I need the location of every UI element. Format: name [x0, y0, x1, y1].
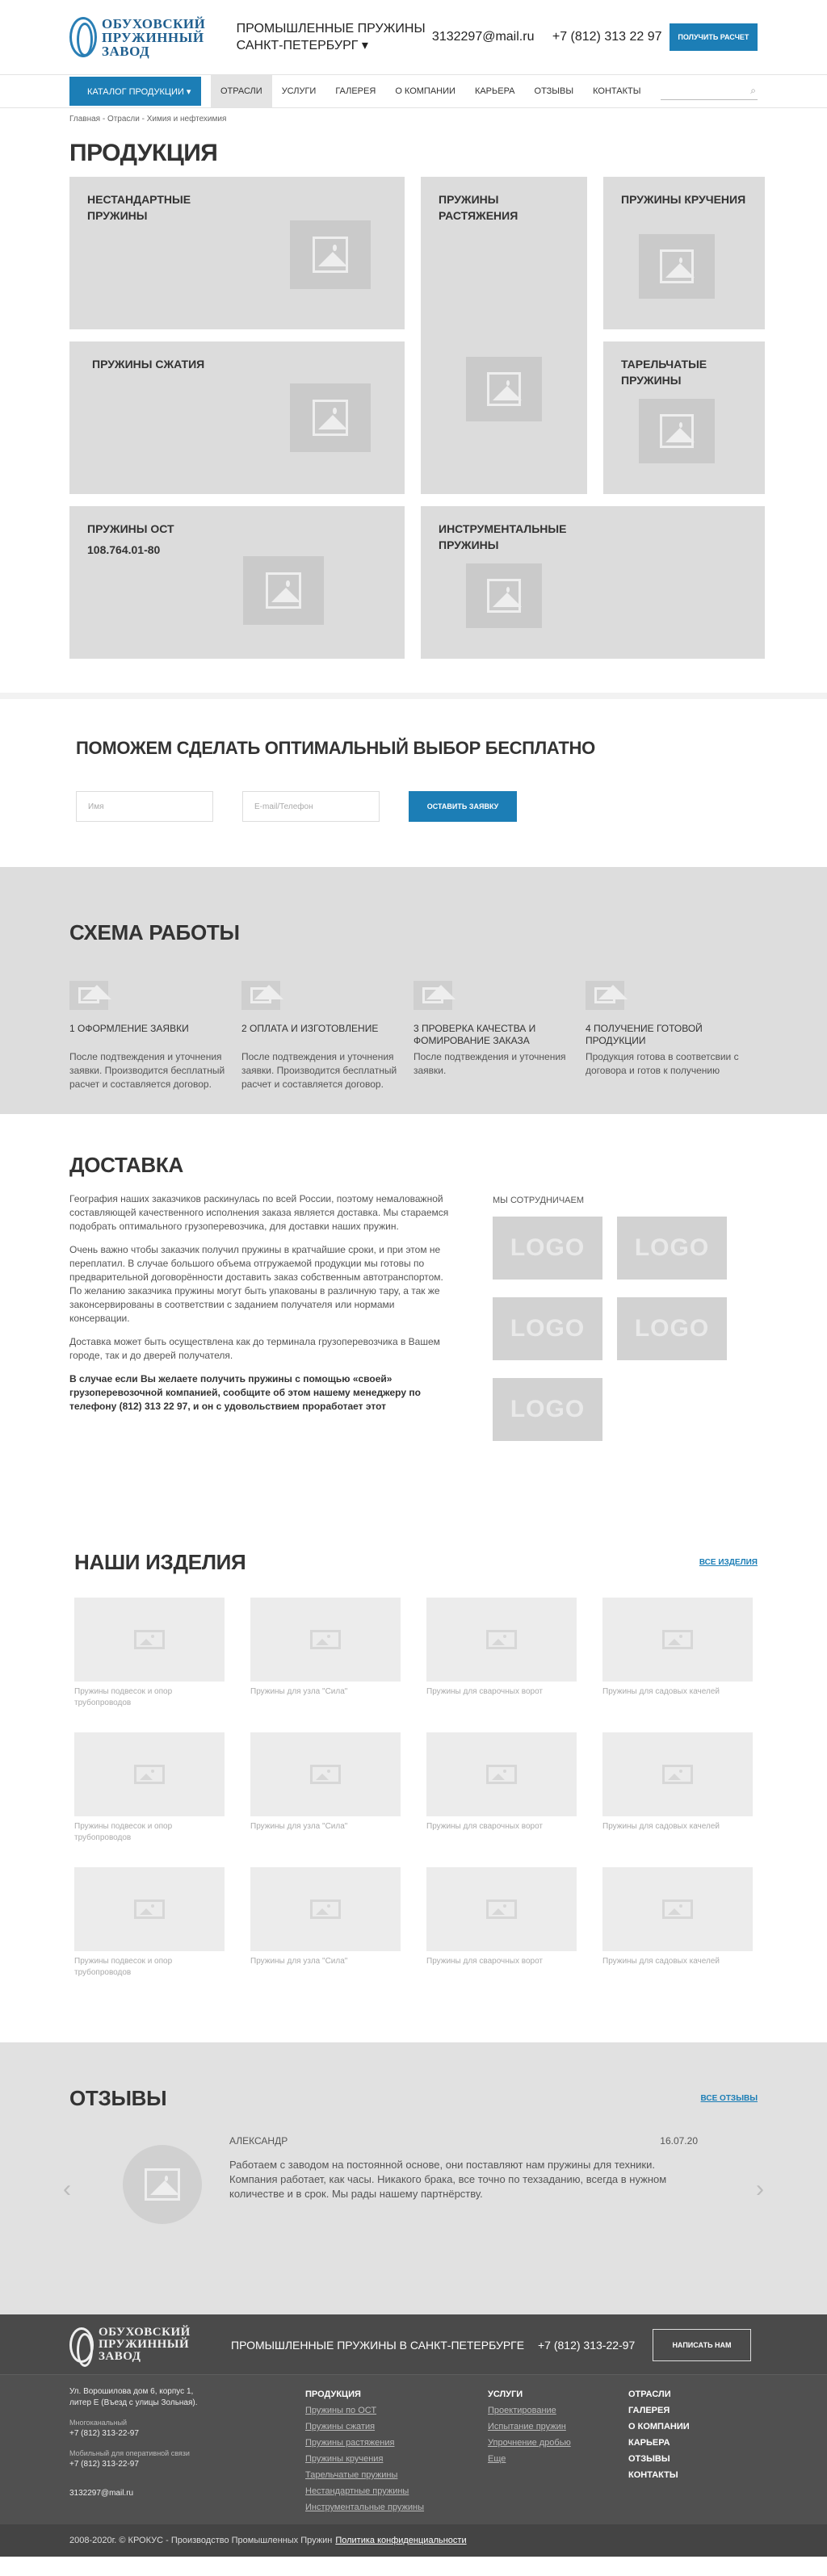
footer-menu-link[interactable]: ОТРАСЛИ [628, 2390, 671, 2399]
logo-line: ПРУЖИННЫЙ [102, 29, 204, 45]
footer-link[interactable]: Проектирование [488, 2406, 556, 2415]
tile-title: ПРУЖИНЫ РАСТЯЖЕНИЯ [439, 193, 518, 222]
product-tile-extension[interactable] [421, 177, 587, 494]
product-card[interactable] [426, 1598, 577, 1732]
product-tile-ost[interactable] [69, 506, 405, 659]
image-placeholder-icon [639, 399, 715, 463]
product-image-icon [74, 1598, 225, 1682]
product-image-icon [74, 1732, 225, 1816]
section-title: ДОСТАВКА [69, 1153, 183, 1177]
nav-item-about[interactable]: О КОМПАНИИ [395, 86, 455, 96]
logo-text [102, 17, 205, 58]
product-caption: Пружины для узла "Сила" [250, 1957, 348, 1966]
product-caption: Пружины для сварочных ворот [426, 1822, 543, 1831]
step-image-icon [586, 981, 624, 1010]
product-tile-disc[interactable] [603, 341, 765, 494]
product-caption: Пружины для узла "Сила" [250, 1822, 348, 1831]
product-caption: Пружины для сварочных ворот [426, 1687, 543, 1696]
product-caption: Пружины подвесок и опор трубопроводов [74, 1822, 173, 1842]
logo-line: ПРУЖИННЫЙ [99, 2338, 190, 2351]
product-caption: Пружины для садовых качелей [602, 1822, 720, 1831]
partners-title: МЫ СОТРУДНИЧАЕМ [493, 1196, 584, 1205]
all-products-link[interactable]: ВСЕ ИЗДЕЛИЯ [699, 1558, 758, 1567]
all-reviews-link[interactable]: ВСЕ ОТЗЫВЫ [700, 2094, 758, 2103]
delivery-paragraph: Очень важно чтобы заказчик получил пружины в кратчайшие сроки, и при этом не переплатил. В случае большого объема отгружаемой продукции мы готовы по предварительной договорённости доставить заказ собственным автотранспортом. По желанию заказчика пружины могут быть упакованы в различную тару, а так же законсервированы в соответствии с заданием получателя или нормами консервации. [69, 1244, 443, 1324]
footer-contacts [69, 2386, 305, 2515]
step-text: Продукция готова в соответсвии с договора и готов к получению [586, 1051, 739, 1076]
logo-line: ЗАВОД [99, 2350, 141, 2363]
product-image-icon [602, 1867, 753, 1951]
footer-links [0, 2375, 827, 2524]
image-placeholder-icon [466, 357, 542, 421]
product-caption: Пружины для сварочных ворот [426, 1957, 543, 1966]
phone-number[interactable]: +7 (812) 313-22-97 [69, 2429, 139, 2438]
footer-phone[interactable]: +7 (812) 313-22-97 [538, 2338, 636, 2352]
product-card[interactable] [426, 1732, 577, 1867]
logo-mark-icon [69, 17, 97, 57]
step-text: После подтвеждения и уточнения заявки. Производится бесплатный расчет и составляется договор. [241, 1051, 397, 1090]
product-caption: Пружины подвесок и опор трубопроводов [74, 1957, 173, 1977]
product-caption: Пружины для садовых качелей [602, 1957, 720, 1966]
header-email[interactable]: 3132297@mail.ru [431, 30, 535, 44]
header-phone[interactable]: +7 (812) 313 22 97 [552, 30, 662, 44]
header-subtitle: ПРОМЫШЛЕННЫЕ ПРУЖИНЫ [236, 22, 426, 36]
review-text: Работаем с заводом на постоянной основе, они поставляют нам пружины для техники. Компания работает, как часы. Никакого брака, все точно по техзаданию, всегда в нужном количестве и в срок. Мы рады нашему партнёрству. [229, 2159, 667, 2200]
tile-subtitle: 108.764.01-80 [87, 543, 161, 556]
delivery-section [0, 1114, 827, 1546]
step-title: 3 ПРОВЕРКА КАЧЕСТВА И ФОМИРОВАНИЕ ЗАКАЗА [414, 1023, 536, 1046]
footer-link[interactable]: Пружины кручения [305, 2454, 384, 2464]
review-date: 16.07.20 [660, 2135, 698, 2147]
product-tile-torsion[interactable] [603, 177, 765, 329]
footer-email[interactable]: 3132297@mail.ru [69, 2489, 134, 2498]
step-image-icon [69, 981, 108, 1010]
footer-link[interactable]: Пружины сжатия [305, 2422, 376, 2431]
logo-mark-icon [69, 2327, 94, 2363]
product-card[interactable] [74, 1598, 225, 1732]
delivery-note: В случае если Вы желаете получить пружины с помощью «своей» грузоперевозочной компанией, сообщите об этом нашему менеджеру по телефону (812) 313 22 97, и он с удовольствием проработает этот [69, 1373, 421, 1412]
product-caption: Пружины для садовых качелей [602, 1687, 720, 1696]
partner-logo: LOGO [617, 1217, 727, 1280]
product-card[interactable] [74, 1867, 225, 2002]
tile-title: НЕСТАНДАРТНЫЕ ПРУЖИНЫ [87, 193, 191, 222]
product-image-icon [426, 1732, 577, 1816]
footer-link[interactable]: Тарельчатые пружины [305, 2470, 398, 2480]
footer-link[interactable]: Упрочнение дробью [488, 2438, 571, 2448]
product-image-icon [426, 1867, 577, 1951]
footer-bottom [0, 2524, 827, 2557]
catalog-button[interactable]: КАТАЛОГ ПРОДУКЦИИ ▾ [69, 77, 201, 106]
tile-title: ПРУЖИНЫ КРУЧЕНИЯ [621, 193, 746, 206]
footer-link[interactable]: Нестандартные пружины [305, 2486, 409, 2496]
logo-text [99, 2327, 191, 2363]
image-placeholder-icon [639, 234, 715, 299]
logo-line: ОБУХОВСКИЙ [102, 15, 206, 31]
footer-link[interactable]: Пружины по ОСТ [305, 2406, 377, 2415]
next-arrow-icon[interactable]: › [756, 2176, 764, 2202]
footer-link[interactable]: Пружины растяжения [305, 2438, 395, 2448]
delivery-paragraph: Доставка может быть осуществлена как до терминала грузоперевозчика в Вашем городе, так и до дверей получателя. [69, 1336, 440, 1361]
write-us-button[interactable]: НАПИСАТЬ НАМ [653, 2329, 751, 2361]
name-input[interactable]: Имя [76, 791, 213, 822]
get-quote-button[interactable]: ПОЛУЧИТЬ РАСЧЕТ [670, 23, 758, 51]
product-card[interactable] [250, 1867, 401, 2002]
partner-logo: LOGO [617, 1297, 727, 1360]
section-title: СХЕМА РАБОТЫ [69, 920, 240, 945]
footer-menu-link[interactable]: ГАЛЕРЕЯ [628, 2406, 670, 2415]
avatar [123, 2145, 202, 2224]
product-card[interactable] [250, 1598, 401, 1732]
step-image-icon [241, 981, 280, 1010]
image-placeholder-icon [243, 556, 324, 625]
product-card[interactable] [74, 1732, 225, 1867]
product-caption: Пружины для узла "Сила" [250, 1687, 348, 1696]
step-item [241, 981, 414, 1091]
product-caption: Пружины подвесок и опор трубопроводов [74, 1687, 173, 1707]
section-title: ОТЗЫВЫ [69, 2086, 167, 2110]
product-card[interactable] [426, 1867, 577, 2002]
product-tile-tool[interactable] [421, 506, 765, 659]
product-card[interactable] [602, 1598, 753, 1732]
prev-arrow-icon[interactable]: ‹ [63, 2176, 71, 2202]
consult-form [0, 699, 827, 867]
nav-item-reviews[interactable]: ОТЗЫВЫ [534, 86, 574, 96]
nav-item-services[interactable]: УСЛУГИ [281, 86, 317, 96]
footer-link[interactable]: Испытание пружин [488, 2422, 566, 2431]
footer-address: Ул. Ворошилова дом 6, корпус 1, литер Е (Въезд с улицы Зольная). [69, 2387, 198, 2407]
product-image-icon [250, 1598, 401, 1682]
form-title: ПОМОЖЕМ СДЕЛАТЬ ОПТИМАЛЬНЫЙ ВЫБОР БЕСПЛАТНО [76, 738, 595, 758]
partner-logo: LOGO [493, 1297, 602, 1360]
header [0, 0, 827, 74]
step-text: После подтвеждения и уточнения заявки. Производится бесплатный расчет и составляется договор. [69, 1051, 225, 1090]
step-item [586, 981, 758, 1091]
product-image-icon [426, 1598, 577, 1682]
privacy-link[interactable]: Политика конфиденциальности [335, 2536, 467, 2545]
delivery-paragraph: География наших заказчиков раскинулась по всей России, поэтому немаловажной составляющей качественного исполнения заказа является доставка. Мы стараемся подобрать оптимального грузоперевозчика, для доставки наших пружин. [69, 1193, 449, 1232]
footer-menu-link[interactable]: ОТЗЫВЫ [628, 2454, 670, 2464]
product-tile-nonstandard[interactable] [69, 177, 405, 329]
city-dropdown[interactable]: САНКТ-ПЕТЕРБУРГ ▾ [236, 39, 368, 52]
image-placeholder-icon [290, 220, 371, 289]
nav-item-industries[interactable]: ОТРАСЛИ [211, 75, 272, 107]
search-icon[interactable]: ⌕ [750, 85, 756, 96]
partner-logo: LOGO [493, 1378, 602, 1441]
delivery-text [69, 1192, 449, 1441]
footer-menu-link[interactable]: КАРЬЕРА [628, 2438, 670, 2448]
nav-item-career[interactable]: КАРЬЕРА [474, 86, 515, 96]
step-title: 1 ОФОРМЛЕНИЕ ЗАЯВКИ [69, 1023, 189, 1034]
reviewer-name: АЛЕКСАНДР [229, 2135, 288, 2147]
logo-line: ОБУХОВСКИЙ [99, 2326, 191, 2339]
footer-col-menu [628, 2386, 690, 2515]
nav-item-gallery[interactable]: ГАЛЕРЕЯ [335, 86, 376, 96]
footer-headline: ПРОМЫШЛЕННЫЕ ПРУЖИНЫ В САНКТ-ПЕТЕРБУРГЕ [231, 2338, 525, 2352]
products-section [0, 1546, 827, 2042]
product-image-icon [602, 1598, 753, 1682]
phone-label: Многоканальный [69, 2419, 128, 2427]
product-card[interactable] [250, 1732, 401, 1867]
product-image-icon [74, 1867, 225, 1951]
page-title: ПРОДУКЦИЯ [69, 140, 218, 166]
logo-line: ЗАВОД [102, 43, 150, 59]
step-title: 4 ПОЛУЧЕНИЕ ГОТОВОЙ ПРОДУКЦИИ [586, 1023, 703, 1046]
footer-link[interactable]: Инструментальные пружины [305, 2503, 425, 2512]
contact-input[interactable]: E-mail/Телефон [242, 791, 380, 822]
step-image-icon [414, 981, 452, 1010]
partner-logo: LOGO [493, 1217, 602, 1280]
product-tile-compression[interactable] [69, 341, 405, 494]
section-divider [0, 693, 827, 699]
nav-item-contacts[interactable]: КОНТАКТЫ [593, 86, 641, 96]
submit-request-button[interactable]: ОСТАВИТЬ ЗАЯВКУ [409, 791, 517, 822]
footer-menu-link[interactable]: КОНТАКТЫ [628, 2470, 678, 2480]
phone-number[interactable]: +7 (812) 313-22-97 [69, 2460, 139, 2469]
main-nav [0, 74, 827, 108]
footer-col-products [305, 2386, 488, 2515]
footer-menu-link[interactable]: О КОМПАНИИ [628, 2422, 690, 2431]
product-image-icon [250, 1867, 401, 1951]
logo[interactable] [69, 17, 222, 58]
footer-link[interactable]: Еще [488, 2454, 506, 2464]
footer-top [0, 2314, 827, 2375]
tile-title: ИНСТРУМЕНТАЛЬНЫЕ ПРУЖИНЫ [439, 522, 567, 551]
partners [493, 1192, 735, 1441]
step-title: 2 ОПЛАТА И ИЗГОТОВЛЕНИЕ [241, 1023, 379, 1034]
step-item [69, 981, 241, 1091]
product-card[interactable] [602, 1867, 753, 2002]
product-card[interactable] [602, 1732, 753, 1867]
product-grid [69, 177, 758, 659]
work-scheme-section [0, 867, 827, 1114]
footer-col-title[interactable]: УСЛУГИ [488, 2390, 523, 2399]
tile-title: ТАРЕЛЬЧАТЫЕ ПРУЖИНЫ [621, 358, 707, 387]
step-item [414, 981, 586, 1091]
product-image-icon [250, 1732, 401, 1816]
breadcrumb[interactable]: Главная - Отрасли - Химия и нефтехимия [69, 115, 227, 124]
image-placeholder-icon [466, 563, 542, 628]
copyright: 2008-2020г. © КРОКУС - Производство Промышленных Пружин [69, 2536, 333, 2545]
step-text: После подтвеждения и уточнения заявки. [414, 1051, 566, 1076]
footer-col-services [488, 2386, 628, 2515]
search-input[interactable] [661, 82, 758, 100]
reviews-section [0, 2042, 827, 2314]
footer-col-title[interactable]: ПРОДУКЦИЯ [305, 2390, 361, 2399]
phone-label: Мобильный для оперативной связи [69, 2449, 190, 2457]
tile-title: ПРУЖИНЫ ОСТ [87, 522, 174, 535]
region-selector[interactable] [237, 20, 429, 54]
tile-title: ПРУЖИНЫ СЖАТИЯ [92, 358, 205, 371]
section-title: НАШИ ИЗДЕЛИЯ [74, 1550, 246, 1574]
image-placeholder-icon [290, 383, 371, 452]
product-image-icon [602, 1732, 753, 1816]
footer-logo[interactable] [69, 2327, 199, 2363]
